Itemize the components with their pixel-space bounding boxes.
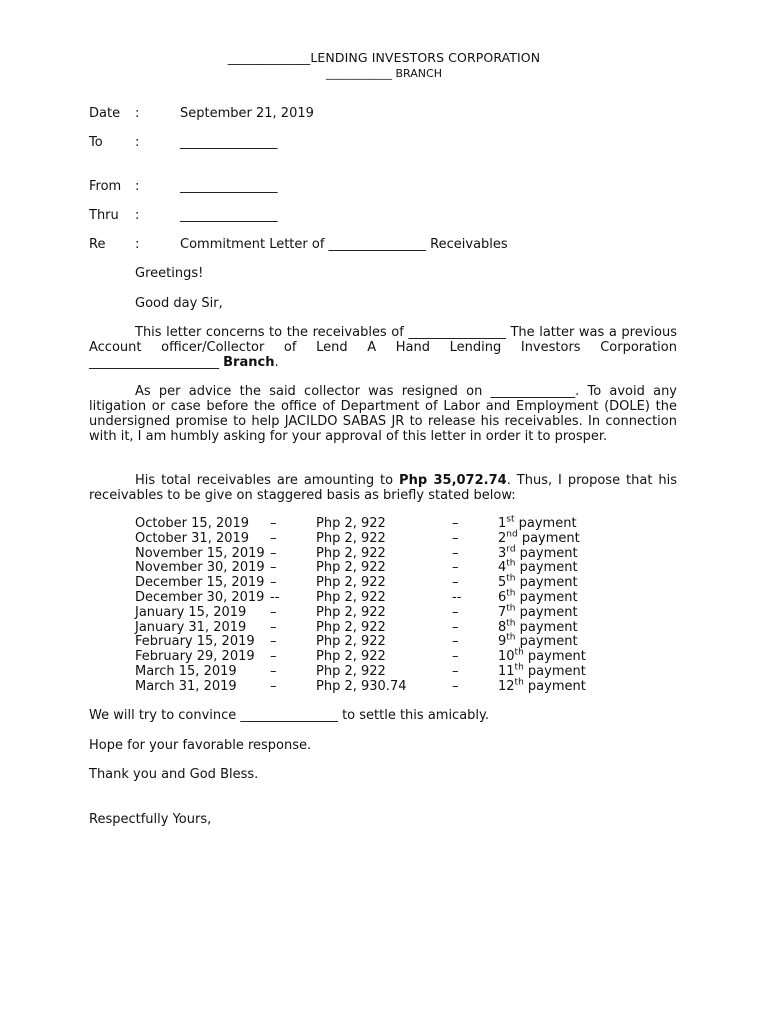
letterhead-title: _____________LENDING INVESTORS CORPORATION	[227, 50, 541, 65]
schedule-dash: –	[452, 619, 459, 635]
payment-word: payment	[523, 663, 586, 679]
schedule-amount: Php 2, 922	[316, 619, 386, 635]
schedule-payment-label	[498, 677, 638, 695]
schedule-date: January 15, 2019	[135, 604, 247, 620]
payment-ordinal-suffix: nd	[506, 529, 518, 540]
memo-date-label: Date	[89, 106, 121, 121]
schedule-date: March 31, 2019	[135, 678, 237, 694]
schedule-dash: –	[270, 575, 277, 591]
payment-number: 8	[498, 619, 507, 635]
schedule-amount: Php 2, 922	[316, 604, 386, 620]
payment-schedule-table	[135, 514, 638, 695]
payment-number: 7	[498, 604, 507, 620]
payment-number: 4	[498, 560, 507, 576]
payment-number: 1	[498, 516, 507, 531]
schedule-dash: –	[452, 649, 459, 665]
schedule-dash: –	[270, 663, 277, 679]
payment-word: payment	[514, 516, 577, 531]
schedule-row	[135, 532, 638, 547]
memo-date-value: September 21, 2019	[180, 106, 314, 121]
payment-number: 10	[498, 649, 515, 665]
schedule-dash: –	[452, 530, 459, 546]
schedule-amount: Php 2, 922	[316, 545, 386, 561]
salutation: Good day Sir,	[135, 296, 223, 311]
schedule-row	[135, 517, 638, 532]
schedule-payment-label	[498, 573, 638, 591]
paragraph-receivables	[89, 325, 677, 370]
payment-ordinal-suffix: th	[514, 647, 524, 658]
schedule-dash: –	[452, 560, 459, 576]
schedule-amount: Php 2, 922	[316, 575, 386, 591]
schedule-dash: –	[452, 604, 459, 620]
schedule-dash: –	[270, 649, 277, 665]
schedule-row	[135, 650, 638, 665]
schedule-date: November 15, 2019	[135, 545, 265, 561]
schedule-payment-label	[498, 514, 638, 532]
memo-to-value: _______________	[180, 135, 278, 150]
schedule-amount: Php 2, 930.74	[316, 678, 407, 694]
memo-thru-value: _______________	[180, 208, 278, 223]
schedule-payment-label	[498, 588, 638, 606]
schedule-dash: –	[270, 530, 277, 546]
payment-number: 11	[498, 663, 515, 679]
memo-re-label: Re	[89, 237, 106, 252]
schedule-row	[135, 635, 638, 650]
schedule-row	[135, 606, 638, 621]
paragraph-total-text: His total receivables are amounting to	[135, 473, 400, 488]
schedule-dash: –	[270, 560, 277, 576]
payment-ordinal-suffix: st	[506, 514, 515, 525]
paragraph-total-rest: . Thus, I propose that his receivables to be give on staggered basis as briefly stated below:	[89, 473, 678, 503]
schedule-dash: –	[452, 663, 459, 679]
schedule-date: February 15, 2019	[135, 634, 255, 650]
payment-number: 3	[498, 545, 507, 561]
payment-number: 9	[498, 634, 507, 650]
schedule-amount: Php 2, 922	[316, 649, 386, 665]
schedule-amount: Php 2, 922	[316, 663, 386, 679]
memo-to-label: To	[89, 135, 103, 150]
schedule-row	[135, 680, 638, 695]
schedule-amount: Php 2, 922	[316, 634, 386, 650]
paragraph-receivables-text: This letter concerns to the receivables of _______________ The latter was a previous Account officer/Collector of Lend A Hand Lending Investors Corporation ____________________	[89, 325, 677, 370]
payment-ordinal-suffix: th	[506, 603, 516, 614]
paragraph-receivables-end: .	[274, 355, 279, 370]
payment-ordinal-suffix: th	[506, 559, 516, 570]
schedule-dash: –	[270, 678, 277, 694]
payment-word: payment	[515, 560, 578, 576]
paragraph-advice-text: As per advice the said collector was resigned on _____________. To avoid any litigation or case before the office of Department of Labor and Employment (DOLE) the undersigned promise to help JACILDO SABAS JR to release his receivables. In connection with it, I am humbly asking for your approval of this letter in order it to prosper.	[89, 384, 677, 444]
payment-number: 12	[498, 678, 515, 694]
schedule-dash: –	[270, 545, 277, 561]
total-amount: Php 35,072.74	[399, 473, 507, 488]
schedule-amount: Php 2, 922	[316, 530, 386, 546]
payment-ordinal-suffix: th	[506, 618, 516, 629]
payment-number: 6	[498, 589, 507, 605]
paragraph-hope: Hope for your favorable response.	[89, 738, 312, 753]
schedule-date: December 15, 2019	[135, 575, 265, 591]
schedule-row	[135, 576, 638, 591]
payment-ordinal-suffix: rd	[506, 544, 516, 555]
payment-word: payment	[515, 575, 578, 591]
schedule-row	[135, 665, 638, 680]
schedule-dash: --	[452, 589, 462, 605]
schedule-payment-label	[498, 603, 638, 621]
payment-number: 2	[498, 530, 507, 546]
payment-ordinal-suffix: th	[514, 677, 524, 688]
schedule-amount: Php 2, 922	[316, 589, 386, 605]
schedule-date: October 31, 2019	[135, 530, 250, 546]
schedule-date: February 29, 2019	[135, 649, 255, 665]
memo-re-colon: :	[135, 237, 140, 252]
schedule-amount: Php 2, 922	[316, 516, 386, 531]
payment-word: payment	[515, 545, 578, 561]
schedule-row	[135, 591, 638, 606]
paragraph-convince: We will try to convince _______________ to settle this amicably.	[89, 708, 490, 723]
payment-word: payment	[523, 678, 586, 694]
branch-bold: Branch	[223, 355, 275, 370]
schedule-dash: --	[270, 589, 280, 605]
greeting: Greetings!	[135, 266, 204, 281]
payment-ordinal-suffix: th	[506, 588, 516, 599]
payment-word: payment	[523, 649, 586, 665]
schedule-dash: –	[270, 604, 277, 620]
memo-thru-label: Thru	[89, 208, 119, 223]
payment-ordinal-suffix: th	[514, 662, 524, 673]
schedule-dash: –	[270, 619, 277, 635]
paragraph-total	[89, 473, 677, 503]
letterhead-branch: ____________ BRANCH	[326, 67, 442, 80]
payment-word: payment	[517, 530, 580, 546]
closing: Respectfully Yours,	[89, 812, 212, 827]
payment-ordinal-suffix: th	[506, 573, 516, 584]
memo-from-value: _______________	[180, 179, 278, 194]
memo-thru-colon: :	[135, 208, 140, 223]
schedule-row	[135, 561, 638, 576]
memo-date-colon: :	[135, 106, 140, 121]
payment-word: payment	[515, 589, 578, 605]
schedule-dash: –	[452, 516, 459, 531]
schedule-dash: –	[452, 678, 459, 694]
schedule-payment-label	[498, 561, 638, 576]
schedule-dash: –	[452, 634, 459, 650]
payment-word: payment	[515, 634, 578, 650]
schedule-date: January 31, 2019	[135, 619, 247, 635]
schedule-payment-label	[498, 529, 638, 547]
schedule-dash: –	[452, 545, 459, 561]
memo-from-label: From	[89, 179, 122, 194]
payment-number: 5	[498, 575, 507, 591]
schedule-amount: Php 2, 922	[316, 560, 386, 576]
payment-ordinal-suffix: th	[506, 633, 516, 644]
memo-to-colon: :	[135, 135, 140, 150]
memo-re-value: Commitment Letter of _______________ Receivables	[180, 237, 508, 252]
schedule-date: October 15, 2019	[135, 516, 250, 531]
payment-word: payment	[515, 619, 578, 635]
schedule-date: November 30, 2019	[135, 560, 265, 576]
paragraph-thanks: Thank you and God Bless.	[89, 767, 259, 782]
schedule-dash: –	[452, 575, 459, 591]
payment-word: payment	[515, 604, 578, 620]
schedule-date: March 15, 2019	[135, 663, 237, 679]
schedule-dash: –	[270, 634, 277, 650]
paragraph-advice	[89, 384, 677, 444]
schedule-date: December 30, 2019	[135, 589, 265, 605]
memo-from-colon: :	[135, 179, 140, 194]
schedule-dash: –	[270, 516, 277, 531]
